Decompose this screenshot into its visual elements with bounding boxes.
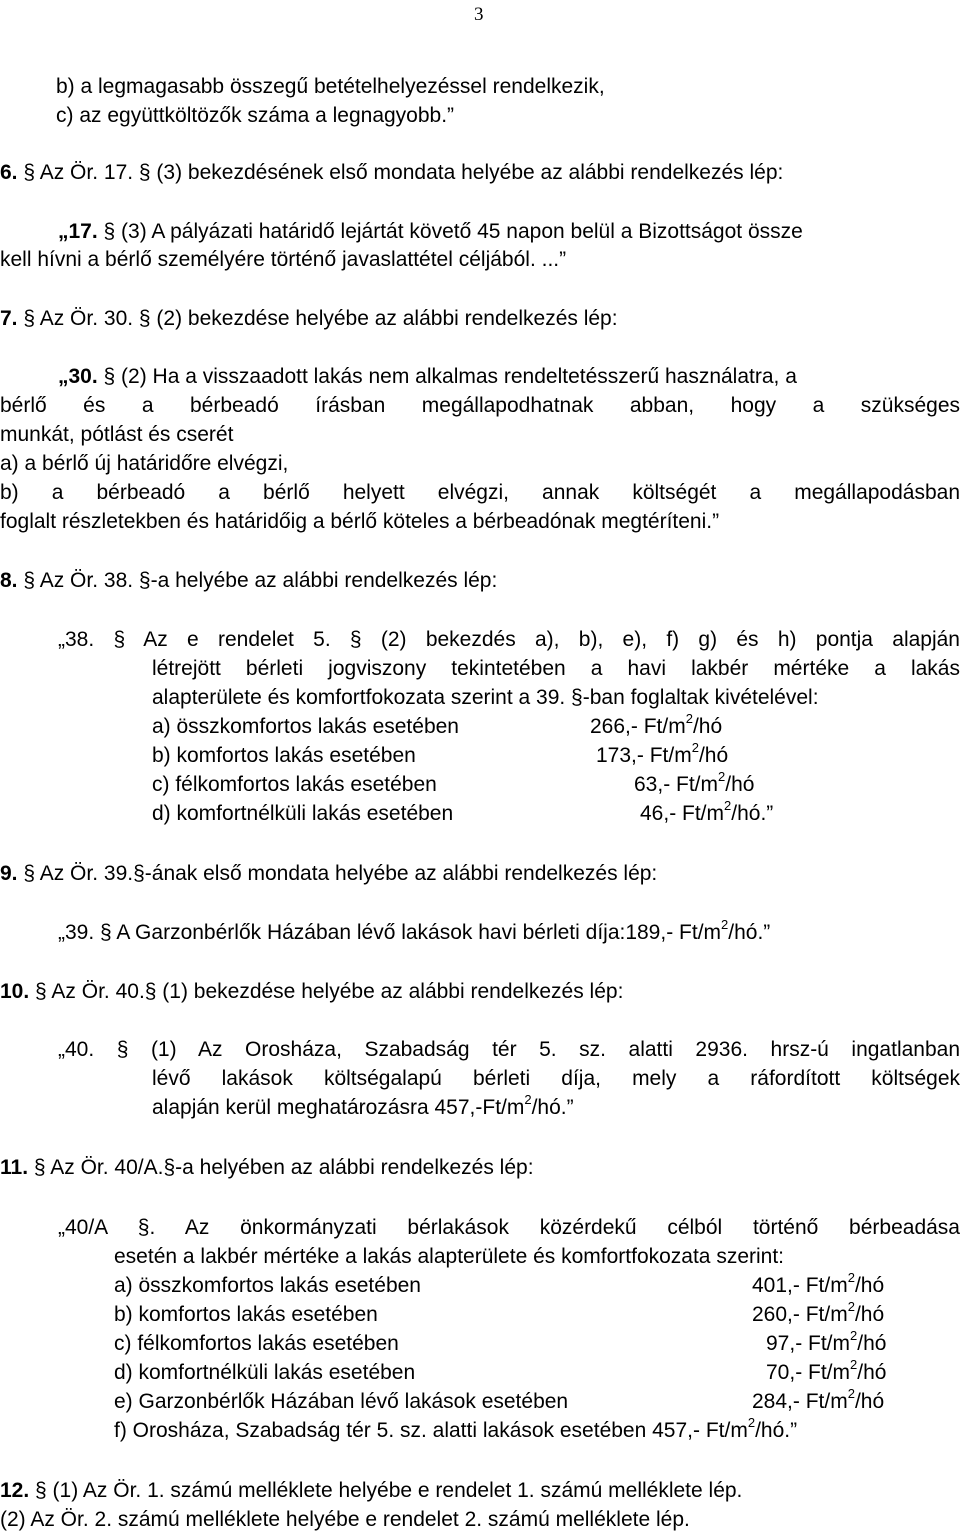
quote-line: „40. § (1) Az Orosháza, Szabadság tér 5. sz. alatti 2936. hrsz-ú ingatlanban: [58, 1038, 960, 1061]
text-line: c) az együttköltözők száma a legnagyobb.”: [56, 104, 455, 127]
table-row-price: 401,- $Ft/m^2/hó$: [752, 1270, 885, 1297]
text-line: esetén a lakbér mértéke a lakás alapterülete és komfortfokozata szerint:: [114, 1245, 785, 1268]
text-line: alapján kerül meghatározásra $457,-Ft/m^2/hó$.”: [152, 1092, 574, 1119]
section-number: 11.: [0, 1156, 29, 1179]
table-row-label: b) komfortos lakás esetében: [114, 1303, 378, 1326]
section-heading: [0, 861, 657, 887]
section-number: 12.: [0, 1479, 30, 1502]
quote-text: § (3) A pályázati határidő lejártát követő 45 napon belül a Bizottságot össze: [103, 220, 803, 243]
table-row-full: f) Orosháza, Szabadság tér 5. sz. alatti lakások esetében 457,- $Ft/m^2/hó$.”: [114, 1415, 798, 1442]
section-text: § Az Ör. 39.§-ának első mondata helyébe az alábbi rendelkezés lép:: [23, 862, 658, 885]
quote-line: „38. § Az e rendelet 5. § (2) bekezdés a), b), e), f) g) és h) pontja alapján: [58, 628, 960, 651]
section-heading: [0, 979, 623, 1005]
section-heading: [0, 306, 618, 332]
table-row-price: 284,- $Ft/m^2/hó$: [752, 1386, 885, 1413]
text-line: b) a bérbeadó a bérlő helyett elvégzi, annak költségét a megállapodásban: [0, 481, 960, 504]
table-row-label: d) komfortnélküli lakás esetében: [114, 1361, 416, 1384]
table-row-label: a) összkomfortos lakás esetében: [114, 1274, 421, 1297]
table-row-price: 70,- $Ft/m^2/hó$: [766, 1357, 887, 1384]
text-line: b) a legmagasabb összegű betételhelyezéssel rendelkezik,: [56, 75, 605, 98]
quote-number: „30.: [58, 365, 98, 388]
section-text: § Az Ör. 17. § (3) bekezdésének első mondata helyébe az alábbi rendelkezés lép:: [23, 161, 784, 184]
section-heading: [0, 568, 497, 594]
table-row-label: d) komfortnélküli lakás esetében: [152, 802, 454, 825]
table-row-label: c) félkomfortos lakás esetében: [114, 1332, 399, 1355]
section-heading: [0, 160, 783, 186]
section-text: § (1) Az Ör. 1. számú melléklete helyébe e rendelet 1. számú melléklete lép.: [35, 1479, 743, 1502]
section-text: § Az Ör. 40.§ (1) bekezdése helyébe az alábbi rendelkezés lép:: [35, 980, 624, 1003]
page-number: 3: [474, 4, 484, 25]
text-line: kell hívni a bérlő személyére történő javaslattétel céljából. ...”: [0, 248, 567, 271]
section-heading: [0, 1155, 534, 1181]
text-line: a) a bérlő új határidőre elvégzi,: [0, 452, 289, 475]
quote-number: „17.: [58, 220, 98, 243]
text-line: alapterülete és komfortfokozata szerint a 39. §-ban foglaltak kivételével:: [152, 686, 819, 709]
table-row-price: 260,- $Ft/m^2/hó$: [752, 1299, 885, 1326]
quote-line: [58, 364, 797, 390]
table-row-price: 266,- $Ft/m^2/hó$: [590, 711, 723, 738]
section-text: § Az Ör. 30. § (2) bekezdése helyébe az alábbi rendelkezés lép:: [23, 307, 618, 330]
table-row-label: a) összkomfortos lakás esetében: [152, 715, 459, 738]
text-line: bérlő és a bérbeadó írásban megállapodhatnak abban, hogy a szükséges: [0, 394, 960, 417]
section-heading: [0, 1478, 742, 1504]
section-text: § Az Ör. 40/A.§-a helyében az alábbi rendelkezés lép:: [33, 1156, 534, 1179]
quote-line: „40/A §. Az önkormányzati bérlakások közérdekű célból történő bérbeadása: [58, 1216, 960, 1239]
table-row-price: 173,- $Ft/m^2/hó$: [596, 740, 729, 767]
table-row-price: 97,- $Ft/m^2/hó$: [766, 1328, 887, 1355]
quote-text: § (2) Ha a visszaadott lakás nem alkalmas rendeltetésszerű használatra, a: [103, 365, 797, 388]
section-number: 10.: [0, 980, 30, 1003]
table-row-label: e) Garzonbérlők Házában lévő lakások esetében: [114, 1390, 569, 1413]
table-row-label: b) komfortos lakás esetében: [152, 744, 416, 767]
table-row-price: 46,- $Ft/m^2/hó$.”: [640, 798, 774, 825]
text-line: (2) Az Ör. 2. számú melléklete helyébe e rendelet 2. számú melléklete lép.: [0, 1508, 690, 1531]
section-number: 7.: [0, 307, 18, 330]
text-line: létrejött bérleti jogviszony tekintetében a havi lakbér mértéke a lakás: [152, 657, 960, 680]
section-text: § Az Ör. 38. §-a helyébe az alábbi rendelkezés lép:: [23, 569, 498, 592]
text-line: munkát, pótlást és cserét: [0, 423, 234, 446]
table-row-price: 63,- $Ft/m^2/hó$: [634, 769, 755, 796]
table-row-label: c) félkomfortos lakás esetében: [152, 773, 437, 796]
text-line: foglalt részletekben és határidőig a bérlő köteles a bérbeadónak megtéríteni.”: [0, 510, 720, 533]
quote-line: [58, 219, 803, 245]
section-number: 8.: [0, 569, 18, 592]
section-number: 9.: [0, 862, 18, 885]
quote-line: „39. § A Garzonbérlők Házában lévő lakások havi bérleti díja:189,- $Ft/m^2/hó$.”: [58, 917, 771, 944]
section-number: 6.: [0, 161, 18, 184]
text-line: lévő lakások költségalapú bérleti díja, mely a ráfordított költségek: [152, 1067, 960, 1090]
